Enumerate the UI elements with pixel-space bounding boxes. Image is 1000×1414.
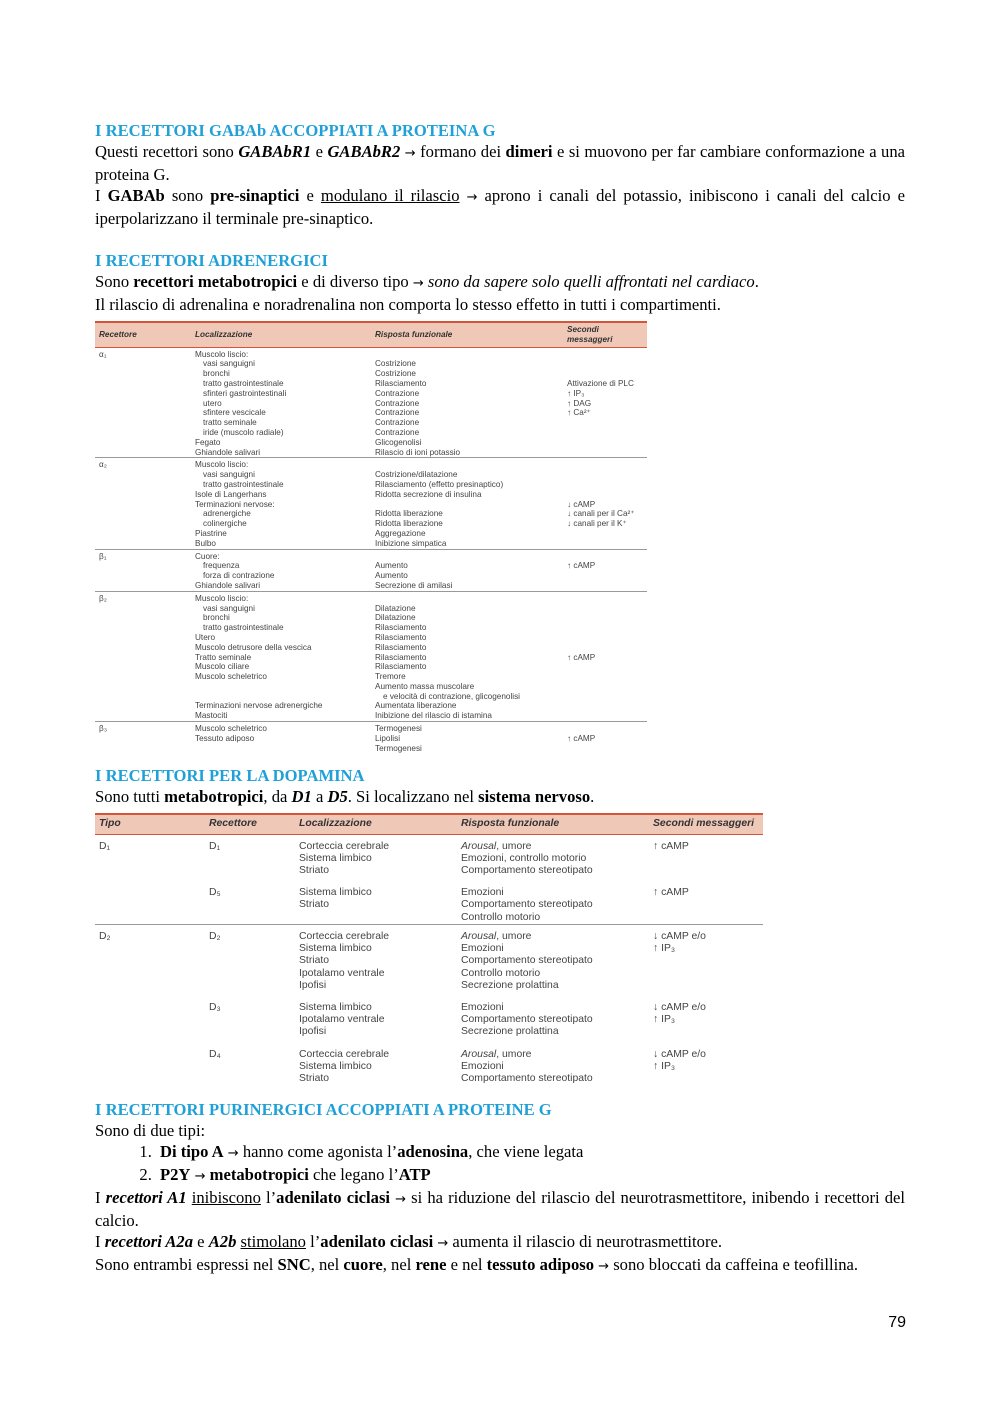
response-line: Contrazione	[375, 398, 420, 408]
table-header: Risposta funzionale	[457, 814, 649, 834]
table-header: Tipo	[95, 814, 205, 834]
response-line: Comportamento stereotipato	[461, 955, 593, 967]
response-line: Comportamento stereotipato	[461, 1014, 593, 1026]
localization-line: Tessuto adiposo	[195, 733, 255, 743]
localization-line: utero	[203, 398, 222, 408]
response-line: Comportamento stereotipato	[461, 865, 593, 877]
localization-line: Sistema limbico	[299, 887, 372, 899]
response-line: Aumento massa muscolare	[375, 681, 475, 691]
response-line: Rilasciamento	[375, 378, 427, 388]
purinergici-paragraph-3: Sono entrambi espressi nel SNC, nel cuore, nel rene e nel tessuto adiposo → sono bloccati da caffeina e teofillina.	[95, 1255, 859, 1275]
response-cell	[371, 591, 563, 721]
messenger-cell	[649, 924, 763, 992]
messenger-line	[567, 470, 643, 480]
localization-line	[195, 744, 367, 754]
messenger-line	[567, 672, 643, 682]
messenger-line	[567, 539, 643, 549]
response-line: Rilasciamento	[375, 642, 427, 652]
response-line	[375, 350, 559, 360]
adrenergic-receptors-table	[95, 321, 647, 753]
response-line: Tremore	[375, 672, 406, 682]
localization-line: Ipotalamo ventrale	[299, 967, 385, 979]
messenger-cell	[563, 549, 647, 591]
arrow-icon: →	[466, 190, 478, 205]
messenger-line: ↑ IP₃	[653, 1060, 676, 1072]
messenger-line: ↑ IP₃	[653, 1014, 676, 1026]
messenger-line	[567, 448, 643, 458]
response-line: Costrizione	[375, 359, 416, 369]
arrow-icon: →	[227, 1146, 239, 1162]
page-number: 79	[888, 1314, 906, 1331]
localization-line: vasi sanguigni	[203, 603, 255, 613]
table-row	[95, 877, 763, 924]
response-line: Ridotta liberazione	[375, 519, 443, 529]
messenger-line	[567, 490, 643, 500]
response-line: Aggregazione	[375, 528, 426, 538]
localization-line: Corteccia cerebrale	[299, 1048, 390, 1060]
localization-line: Sistema limbico	[299, 1001, 372, 1013]
section-title-purinergici: I RECETTORI PURINERGICI ACCOPPIATI A PROTEINE G	[95, 1100, 552, 1120]
localization-line: Muscolo liscio:	[195, 593, 249, 603]
localization-cell	[191, 722, 371, 754]
purinergici-intro: Sono di due tipi:	[95, 1121, 206, 1141]
gabab-paragraph-1: Questi recettori sono GABAbR1 e GABAbR2 → formano dei dimeri e si muovono per far cambiare conformazione a una proteina G.	[95, 142, 905, 184]
localization-line: vasi sanguigni	[203, 470, 255, 480]
arousal-word: Arousal	[461, 840, 497, 852]
response-line: Dilatazione	[375, 613, 416, 623]
messenger-line	[567, 552, 643, 562]
response-cell	[371, 347, 563, 458]
list-item: 1. Di tipo A → hanno come agonista l’adenosina, che viene legata	[156, 1141, 905, 1164]
response-line: Contrazione	[375, 427, 420, 437]
type-cell	[95, 992, 205, 1039]
localization-cell	[191, 347, 371, 458]
messenger-line: ↓ cAMP e/o	[653, 1001, 706, 1013]
messenger-line	[567, 438, 643, 448]
localization-line: colinergiche	[203, 519, 247, 529]
messenger-cell	[563, 458, 647, 549]
response-line: Emozioni, controllo motorio	[461, 852, 587, 864]
localization-line: sfinteri gastrointestinali	[203, 388, 287, 398]
messenger-line	[567, 480, 643, 490]
messenger-cell	[563, 591, 647, 721]
localization-line: Muscolo detrusore della vescica	[195, 642, 312, 652]
localization-cell	[295, 992, 457, 1039]
messenger-line	[567, 571, 643, 581]
response-line	[375, 460, 559, 470]
localization-line: tratto seminale	[203, 418, 257, 428]
response-line: Aumento	[375, 571, 408, 581]
response-cell	[371, 458, 563, 549]
messenger-line: ↓ cAMP e/o	[653, 930, 706, 942]
response-line	[375, 500, 559, 510]
localization-line: Striato	[299, 899, 330, 911]
receptor-cell: D₂	[205, 924, 295, 992]
dopamine-receptors-table-figure	[95, 813, 905, 1085]
messenger-line: ↑ cAMP	[653, 840, 689, 852]
purinergici-paragraph-2: I recettori A2a e A2b stimolano l’adenilato ciclasi → aumenta il rilascio di neurotrasmettitore.	[95, 1232, 722, 1252]
messenger-cell	[563, 722, 647, 754]
messenger-line	[567, 350, 643, 360]
adrenergici-paragraph-1: Sono recettori metabotropici e di diverso tipo → sono da sapere solo quelli affrontati nel cardiaco.	[95, 272, 759, 291]
messenger-cell	[649, 1039, 763, 1086]
response-line: Rilascio di ioni potassio	[375, 447, 461, 457]
messenger-line: ↓ cAMP e/o	[653, 1048, 706, 1060]
localization-line: Striato	[299, 865, 330, 877]
receptor-cell: D₁	[209, 840, 221, 852]
adrenergic-receptors-table-figure	[95, 321, 905, 753]
response-line: Emozioni	[461, 943, 504, 955]
response-line: Contrazione	[375, 408, 420, 418]
response-line: Secrezione prolattina	[461, 1026, 559, 1038]
messenger-line	[567, 613, 643, 623]
table-row	[95, 591, 647, 721]
arousal-word: Arousal	[461, 1048, 497, 1060]
messenger-line: ↑ cAMP	[653, 887, 689, 899]
receptor-cell: D₄	[209, 1048, 221, 1060]
response-line: Termogenesi	[375, 724, 422, 734]
messenger-line	[567, 711, 643, 721]
response-line: Arousal, umore	[461, 1048, 532, 1060]
response-line: Ridotta secrezione di insulina	[375, 489, 482, 499]
table-header: Localizzazione	[295, 814, 457, 834]
localization-line: Terminazioni nervose:	[195, 499, 275, 509]
list-item: 2. P2Y → metabotropici che legano l’ATP	[156, 1164, 905, 1187]
table-header: Secondi messaggeri	[563, 322, 647, 347]
localization-cell	[191, 591, 371, 721]
messenger-line	[567, 581, 643, 591]
response-line: Emozioni	[461, 1060, 504, 1072]
localization-cell	[191, 549, 371, 591]
response-line: Comportamento stereotipato	[461, 899, 593, 911]
localization-line: Muscolo liscio:	[195, 349, 249, 359]
localization-line: Cuore:	[195, 551, 220, 561]
response-line: Contrazione	[375, 388, 420, 398]
type-cell	[95, 877, 205, 924]
response-line: Comportamento stereotipato	[461, 1072, 593, 1084]
localization-line: Muscolo ciliare	[195, 662, 250, 672]
response-cell	[457, 1039, 649, 1086]
receptor-cell: α₁	[99, 349, 107, 359]
response-line: Secrezione di amilasi	[375, 580, 453, 590]
messenger-line: Attivazione di PLC	[567, 378, 634, 388]
localization-line: Sistema limbico	[299, 1060, 372, 1072]
localization-line: bronchi	[203, 613, 230, 623]
localization-line: Sistema limbico	[299, 943, 372, 955]
response-line: Rilasciamento	[375, 662, 427, 672]
arousal-word: Arousal	[461, 930, 497, 942]
table-row	[95, 458, 647, 549]
messenger-line	[567, 692, 643, 702]
response-line: Rilasciamento	[375, 623, 427, 633]
localization-cell	[295, 834, 457, 877]
table-row	[95, 347, 647, 458]
dopamina-paragraph-1: Sono tutti metabotropici, da D1 a D5. Si localizzano nel sistema nervoso.	[95, 787, 595, 807]
response-line: Rilasciamento (effetto presinaptico)	[375, 479, 504, 489]
messenger-line	[567, 359, 643, 369]
response-line: Aumento	[375, 561, 408, 571]
response-line: Inibizione del rilascio di istamina	[375, 711, 492, 721]
receptor-cell: D₃	[209, 1001, 221, 1013]
receptor-cell: β₃	[95, 722, 191, 754]
localization-line: sfintere vescicale	[203, 408, 266, 418]
arrow-icon: →	[404, 146, 416, 161]
messenger-line: ↓ canali per il Ca²⁺	[567, 509, 635, 519]
response-line: Costrizione	[375, 369, 416, 379]
type-cell	[95, 1039, 205, 1086]
localization-line: Tratto seminale	[195, 652, 252, 662]
messenger-line: ↑ cAMP	[567, 733, 596, 743]
messenger-line: ↑ cAMP	[567, 652, 596, 662]
localization-line: Ipofisi	[299, 1026, 327, 1038]
messenger-line	[567, 724, 643, 734]
response-line: Dilatazione	[375, 603, 416, 613]
messenger-line	[567, 633, 643, 643]
localization-line: Terminazioni nervose adrenergiche	[195, 701, 323, 711]
purinergici-paragraph-1: I recettori A1 inibiscono l’adenilato ciclasi → si ha riduzione del rilascio del neurotrasmettitore, inibendo i recettori del calcio.	[95, 1188, 905, 1231]
response-cell	[457, 992, 649, 1039]
localization-line: bronchi	[203, 369, 230, 379]
table-row	[95, 1039, 763, 1086]
table-row	[95, 834, 763, 877]
response-line: e velocità di contrazione, glicogenolisi	[383, 691, 520, 701]
messenger-cell	[649, 834, 763, 877]
response-line: Controllo motorio	[461, 911, 541, 923]
table-row	[95, 992, 763, 1039]
localization-line: Sistema limbico	[299, 852, 372, 864]
localization-cell	[295, 877, 457, 924]
localization-line: Isole di Langerhans	[195, 489, 267, 499]
arrow-icon: →	[395, 1192, 407, 1208]
type-cell: D₂	[95, 924, 205, 992]
response-line: Glicogenolisi	[375, 437, 422, 447]
messenger-line: ↑ Ca²⁺	[567, 408, 591, 418]
arrow-icon: →	[194, 1169, 206, 1185]
receptor-cell: β₂	[95, 591, 191, 721]
localization-line: Ipotalamo ventrale	[299, 1014, 385, 1026]
localization-line: Utero	[195, 632, 216, 642]
messenger-line	[567, 643, 643, 653]
messenger-cell	[649, 992, 763, 1039]
localization-line: Corteccia cerebrale	[299, 930, 390, 942]
arrow-icon: →	[437, 1236, 449, 1252]
localization-line: Piastrine	[195, 528, 227, 538]
localization-line: frequenza	[203, 561, 240, 571]
response-line: Emozioni	[461, 887, 504, 899]
messenger-cell	[563, 347, 647, 458]
arrow-icon: →	[412, 276, 424, 291]
localization-cell	[295, 924, 457, 992]
section-title-dopamina: I RECETTORI PER LA DOPAMINA	[95, 766, 365, 786]
response-line: Arousal, umore	[461, 840, 532, 852]
type-cell: D₁	[99, 840, 111, 852]
messenger-line: ↑ IP₃	[567, 388, 585, 398]
messenger-line	[567, 701, 643, 711]
messenger-line	[567, 428, 643, 438]
response-line	[375, 594, 559, 604]
messenger-line: ↓ canali per il K⁺	[567, 519, 627, 529]
localization-cell	[191, 458, 371, 549]
table-row	[95, 722, 647, 754]
receptor-cell: D₅	[209, 887, 221, 899]
response-line: Rilasciamento	[375, 652, 427, 662]
localization-line: Muscolo scheletrico	[195, 672, 267, 682]
response-cell	[457, 877, 649, 924]
localization-line: Fegato	[195, 437, 221, 447]
localization-line: iride (muscolo radiale)	[203, 427, 284, 437]
table-header: Secondi messaggeri	[649, 814, 763, 834]
messenger-line	[567, 623, 643, 633]
messenger-line	[567, 418, 643, 428]
purinergici-list	[95, 1141, 905, 1187]
table-header: Localizzazione	[191, 322, 371, 347]
messenger-line	[567, 529, 643, 539]
response-line: Emozioni	[461, 1001, 504, 1013]
localization-line: Mastociti	[195, 711, 228, 721]
response-line: Costrizione/dilatazione	[375, 470, 458, 480]
messenger-line	[567, 662, 643, 672]
response-line: Termogenesi	[375, 743, 422, 753]
receptor-cell: β₁	[95, 549, 191, 591]
localization-line: Corteccia cerebrale	[299, 840, 390, 852]
localization-line	[195, 682, 367, 692]
dopamine-receptors-table	[95, 813, 763, 1085]
table-row	[95, 549, 647, 591]
messenger-line	[567, 744, 643, 754]
localization-line: Striato	[299, 955, 330, 967]
table-header: Recettore	[95, 322, 191, 347]
localization-line: Bulbo	[195, 538, 216, 548]
response-cell	[457, 924, 649, 992]
localization-line: tratto gastrointestinale	[203, 623, 284, 633]
arrow-icon: →	[598, 1259, 610, 1275]
response-cell	[371, 549, 563, 591]
adrenergici-paragraph-2: Il rilascio di adrenalina e noradrenalina non comporta lo stesso effetto in tutti i compartimenti.	[95, 295, 721, 314]
localization-line: forza di contrazione	[203, 571, 275, 581]
localization-line: Muscolo liscio:	[195, 460, 249, 470]
response-line: Inibizione simpatica	[375, 538, 447, 548]
page-content	[95, 120, 905, 1277]
response-line: Ridotta liberazione	[375, 509, 443, 519]
localization-line: vasi sanguigni	[203, 359, 255, 369]
table-header: Recettore	[205, 814, 295, 834]
messenger-line: ↑ cAMP	[567, 561, 596, 571]
localization-cell	[295, 1039, 457, 1086]
response-line: Secrezione prolattina	[461, 979, 559, 991]
response-line: Aumentata liberazione	[375, 701, 457, 711]
messenger-line: ↓ cAMP	[567, 499, 596, 509]
response-cell	[457, 834, 649, 877]
response-cell	[371, 722, 563, 754]
response-line: Contrazione	[375, 418, 420, 428]
localization-line: tratto gastrointestinale	[203, 378, 284, 388]
localization-line: adrenergiche	[203, 509, 251, 519]
messenger-line	[567, 369, 643, 379]
table-row	[95, 924, 763, 992]
localization-line	[195, 692, 367, 702]
section-title-adrenergici: I RECETTORI ADRENERGICI	[95, 251, 328, 270]
response-line: Arousal, umore	[461, 930, 532, 942]
response-line: Controllo motorio	[461, 967, 541, 979]
messenger-cell	[649, 877, 763, 924]
localization-line: Striato	[299, 1072, 330, 1084]
response-line: Lipolisi	[375, 733, 401, 743]
messenger-line: ↑ DAG	[567, 398, 592, 408]
localization-line: Ipofisi	[299, 979, 327, 991]
gabab-paragraph-2: I GABAb sono pre-sinaptici e modulano il rilascio → aprono i canali del potassio, inibiscono i canali del calcio e iperpolarizzano il terminale pre-sinaptico.	[95, 186, 905, 228]
response-line	[375, 552, 559, 562]
messenger-line	[567, 604, 643, 614]
messenger-line	[567, 594, 643, 604]
messenger-line	[567, 460, 643, 470]
messenger-line: ↑ IP₃	[653, 943, 676, 955]
response-line: Rilasciamento	[375, 632, 427, 642]
localization-line: Ghiandole salivari	[195, 580, 261, 590]
messenger-line	[567, 682, 643, 692]
table-header: Risposta funzionale	[371, 322, 563, 347]
section-title-gabab: I RECETTORI GABAb ACCOPPIATI A PROTEINA G	[95, 121, 496, 140]
localization-line: Muscolo scheletrico	[195, 724, 267, 734]
receptor-cell: α₂	[95, 458, 191, 549]
localization-line: tratto gastrointestinale	[203, 479, 284, 489]
localization-line: Ghiandole salivari	[195, 447, 261, 457]
